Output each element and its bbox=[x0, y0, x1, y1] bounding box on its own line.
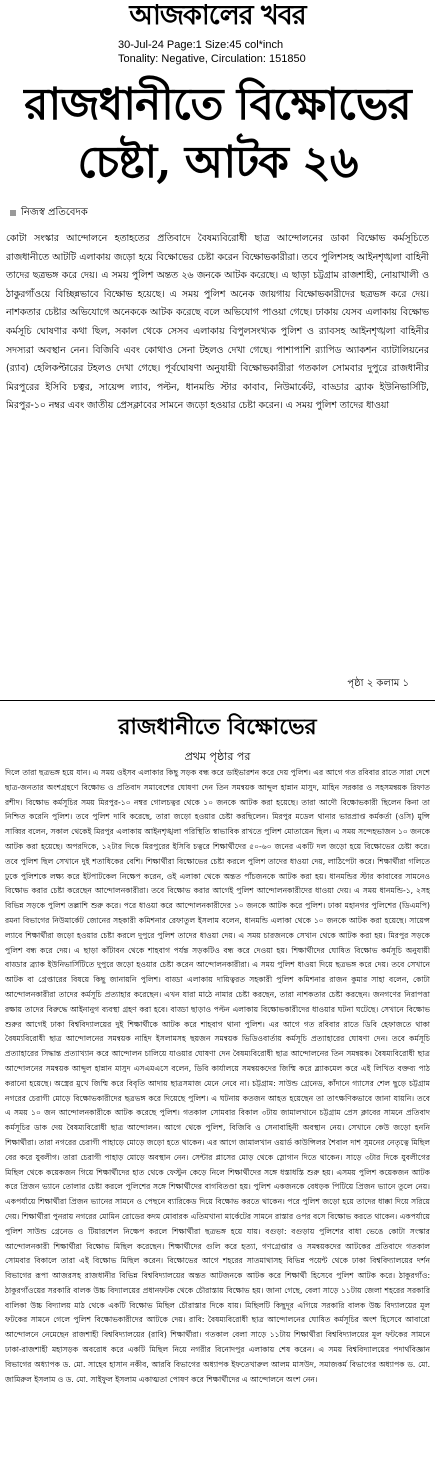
story-body-continuation bbox=[5, 766, 430, 1458]
byline-square-icon bbox=[10, 210, 16, 216]
section-divider bbox=[0, 700, 435, 701]
headline-line-1: রাজধানীতে বিক্ষোভের bbox=[24, 79, 411, 130]
headline bbox=[0, 76, 435, 192]
jump-reference: পৃষ্ঠা ২ কলাম ১ bbox=[343, 676, 409, 693]
continuation-subhead: প্রথম পৃষ্ঠার পর bbox=[184, 750, 251, 763]
continuation-paragraph: দিলে তারা ছত্রভঙ্গ হয়ে যান। এ সময় ওইসব এলাকার কিছু সড়ক বন্ধ করে ডাইভারশন করে দেয় পুলিশ। এর আগে গত রবিবার রাতে সারা দেশে ছাত্র-জনতার অংশগ্রহণে বিক্ষোভ ও প্রতিবাদ সমাবেশের ঘোষণা দেন তিন সমন্বয়ক আব্দুল হান্নান মাসুদ, মাহিন সরকার ও সহসমন্বয়ক রিফাত রশীদ। বিক্ষোভ কর্মসূচির সময় মিরপুর-১০ নম্বর গোলচত্বর থেকে ১০ জনকে আটক করা হয়েছে। তারা আদৌ বিক্ষোভকারী ছিলেন কিনা তা নিশ্চিত করেনি পুলিশ। তবে পুলিশ দাবি করেছে, তারা জড়ো হওয়ার চেষ্টা করছিলেন। মিরপুর মডেল থানার ভারপ্রাপ্ত কর্মকর্তা (ওসি) মুন্সি সাব্বির বলেন, সকাল থেকেই মিরপুর এলাকায় আইনশৃঙ্খলা পরিস্থিতি স্বাভাবিক রাখতে পুলিশ মোতায়েন ছিল। এ সময় সন্দেহভাজন ১০ জনকে আটক করা হয়েছে। অপরদিকে, ১২টার দিকে মিরপুরের ইসিবি চত্বরে শিক্ষার্থীদের ৫০-৬০ জনের একটি দল জড়ো হয়ে বিক্ষোভের চেষ্টা করে। তবে পুলিশ ছিল সেখানে দুই শতাধিকের বেশি। শিক্ষার্থীরা বিক্ষোভের চেষ্টা করলে পুলিশ তাদের ধাওয়া দেয়, লাঠিপেটা করে। শিক্ষার্থীরা গলিতে ঢুকে পুলিশকে লক্ষ্য করে ইটপাটকেল নিক্ষেপ করেন, ওই এলাকা থেকে অন্তত পাঁচজনকে আটক করা হয়। ধানমন্ডির স্টার কাবাবের সামনেও বিক্ষোভ করার চেষ্টা করেছেন আন্দোলনকারীরা। তবে বিক্ষোভ করার আগেই পুলিশ আন্দোলনকারীদের ধাওয়া দেয়। এ সময় ধানমন্ডি-১, ২সহ বিভিন্ন সড়কে পুলিশ তল্লাশি শুরু করে। পরে ধাওয়া করে আন্দোলনকারীদের ১০ জনকে আটক করে পুলিশ। ঢাকা মহানগর পুলিশের (ডিএমপি) রমনা বিভাগের নিউমার্কেট জোনের সহকারী কমিশনার রেফাতুল ইসলাম বলেন, ধানমন্ডি এলাকা থেকে ১০ জনকে আটক করা হয়েছে। সায়েন্স ল্যাবে শিক্ষার্থীরা জড়ো হওয়ার চেষ্টা করলে দুপুরে পুলিশ তাদের ধাওয়া দেয়। এ সময় চারজনকে সেখান থেকে আটক করা হয়। মিরপুর সড়কে পুলিশ বন্ধ করে দেয়। এ ছাড়া কাঁটাবন থেকে শাহবাগ পর্যন্ত সড়কটিও বন্ধ করে দেওয়া হয়। শিক্ষার্থীদের ঘোষিত বিক্ষোভ কর্মসূচি অনুযায়ী বাড্ডার ব্র্যাক ইউনিভার্সিটিতে দুপুরে জড়ো হওয়ার চেষ্টা করেন আন্দোলনকারীরা। এ সময় পুলিশ ধাওয়া দিয়ে ছত্রভঙ্গ করে দেয়। তবে সেখানে আটক বা গ্রেপ্তারের বিষয়ে কিছু জানায়নি পুলিশ। বাড্ডা এলাকায় দায়িত্বরত সহকারী পুলিশ কমিশনার রাজন কুমার সাহা বলেন, কোটা আন্দোলনকারীরা তাদের কর্মসূচি প্রত্যাহার করেছেন। এখন যারা মাঠে নামার চেষ্টা করছেন, তারা নাশকতার চেষ্টা করছেন। জনগণের নিরাপত্তা রক্ষায় তাদের বিরুদ্ধে আইনানুগ ব্যবস্থা গ্রহণ করা হবে। বাড্ডা ছাড়াও পল্টন এলাকায় বিক্ষোভকারীদের ধাওয়ার ঘটনা ঘটেছে। সেখানে বিক্ষোভ শুরুর আগেই ঢাকা বিশ্ববিদ্যালয়ের দুই শিক্ষার্থীকে আটক করে শাহবাগ থানা পুলিশ। এর আগে গত রবিবার রাতে ডিবি হেফাজতে থাকা বৈষম্যবিরোধী ছাত্র আন্দোলনের সমন্বয়ক নাহিদ ইসলামসহ ছয়জন সমন্বয়ক ভিডিওবার্তায় কর্মসূচি প্রত্যাহারের ঘোষণা দেন। তবে কর্মসূচি প্রত্যাহারের সিদ্ধান্ত প্রত্যাখ্যান করে আন্দোলন চালিয়ে যাওয়ার ঘোষণা দেন বৈষম্যবিরোধী ছাত্র আন্দোলনের তিন সমন্বয়ক। বৈষম্যবিরোধী ছাত্র আন্দোলনের সমন্বয়ক আব্দুল হান্নান মাসুদ এসএমএসে বলেন, ডিবি কার্যালয়ে সমন্বয়কদের জিম্মি করে ব্ল্যাকমেল করে এই লিখিত বক্তব্য পাঠ করানো হয়েছে। অস্ত্রের মুখে জিম্মি করে বিবৃতি আদায় ছাত্রসমাজ মেনে নেবে না। চট্টগ্রাম: সাউন্ড গ্রেনেড, কাঁদানে গ্যাসের শেল ছুড়ে চট্টগ্রাম নগরের চেরাগী মোড়ে বিক্ষোভকারীদের ছত্রভঙ্গ করে দিয়েছে পুলিশ। এ ঘটনায় কতজন আহত হয়েছেন তা তাৎক্ষণিকভাবে জানা যায়নি। তবে এ সময় ১০ জন আন্দোলনকারীকে আটক করেছে পুলিশ। গতকাল সোমবার বিকাল ৩টায় জামালখানে চট্টগ্রাম প্রেস ক্লাবের সামনে প্রতিবাদ কর্মসূচির ডাক দেয় বৈষম্যবিরোধী ছাত্র আন্দোলন। আগে থেকে পুলিশ, বিজিবি ও সেনাবাহিনী অবস্থান নেয়। সেখানে কেউ জড়ো হননি শিক্ষার্থীরা। তারা নগরের চেরাগী পাহাড়ে মোড়ে জড়ো হতে থাকেন। এর আগে জামালখান ওয়ার্ড কাউন্সিলর শৈবাল দাশ সুমনের নেতৃত্বে মিছিল বের করে যুবলীগ। তারা চেরাগী পাহাড় মোড়ে অবস্থান নেন। সেন্টার প্লাসের মোড় থেকে স্লোগান দিতে থাকেন। সাড়ে ৩টার দিকে যুবলীগের মিছিল থেকে কয়েকজন গিয়ে শিক্ষার্থীদের হাত থেকে ফেস্টুন কেড়ে নিলে শিক্ষার্থীদের সঙ্গে ধস্তাধস্তি শুরু হয়। এসময় পুলিশ কয়েকজন আটক করে প্রিজন ভ্যানে তোলার চেষ্টা করলে পুলিশের সঙ্গে শিক্ষার্থীদের বাগবিতণ্ডা হয়। পুলিশ একজনকে বেধড়ক পিটিয়ে প্রিজন ভ্যানে তুলে নেয়। একপর্যায়ে শিক্ষার্থীরা প্রিজন ভ্যানের সামনে ও পেছনে ব্যারিকেড দিয়ে বিক্ষোভ করতে থাকেন। পরে পুলিশ জড়ো হয়ে তাদের ধাক্কা দিয়ে সরিয়ে দেয়। শিক্ষার্থীরা পুনরায় নগরের মোমিন রোডের কদম মোবারক এতিমখানা মার্কেটের সামনে রাস্তার ওপর বসে বিক্ষোভ করতে থাকেন। একপর্যায়ে পুলিশ সাউন্ড গ্রেনেড ও টিয়ারশেল নিক্ষেপ করলে শিক্ষার্থীরা ছত্রভঙ্গ হয়ে যায়। বগুড়া: বগুড়ায় পুলিশের বাধা ভেঙে কোটা সংস্কার আন্দোলনকারী শিক্ষার্থীরা বিক্ষোভ মিছিল করেছেন। শিক্ষার্থীদের গুলি করে হত্যা, গণগ্রেপ্তার ও সমন্বয়কদের আটকের প্রতিবাদে গতকাল সোমবার বিকালে তারা এই বিক্ষোভ মিছিল করেন। বিক্ষোভের আগে শহরের সাতমাথাসহ বিভিন্ন পয়েন্ট থেকে ঢাকা বিশ্ববিদ্যালয়ের দর্শন বিভাগের রূপা আজরসহ রাজধানীর বিভিন্ন বিশ্ববিদ্যালয়ের অন্তত আটজনকে আটক করে শিক্ষার্থী হিসেবে পুলিশ আটক করে। ঠাকুরগাঁও: ঠাকুরগাঁওয়ের সরকারি বালক উচ্চ বিদ্যালয়ের প্রধানফটক থেকে চৌরাস্তায় বিক্ষোভ হয়। জানা গেছে, বেলা সাড়ে ১১টায় জেলা শহরের সরকারি বালিকা উচ্চ বিদ্যালয় মাঠ থেকে একটি বিক্ষোভ মিছিল চৌরাস্তার দিকে যায়। মিছিলটি কিছুদূর এগিয়ে সরকারি বালক উচ্চ বিদ্যালয়ের মূল ফটকের সামনে গেলে পুলিশ বিক্ষোভকারীদের আটকে দেয়। রাবি: বৈষম্যবিরোধী ছাত্র আন্দোলনের ঘোষিত কর্মসূচির অংশ হিসেবে আবারো আন্দোলনে নেমেছেন রাজশাহী বিশ্ববিদ্যালয়ের (রাবি) শিক্ষার্থীরা। গতকাল বেলা সাড়ে ১১টায় শিক্ষার্থীরা বিশ্ববিদ্যালয়ের মূল ফটকের সামনে ঢাকা-রাজশাহী মহাসড়ক অবরোধ করে একটি মিছিল নিয়ে নগরীর বিনোদপুর এলাকায় শেষ করেন। এ সময় বিশ্ববিদ্যালয়ের পদার্থবিজ্ঞান বিভাগের অধ্যাপক ড. মো. সাহেব হাসান নকীব, আরবি বিভাগের অধ্যাপক ইফতেখারুল আলম মাসউদ, সমাজকর্ম বিভাগের অধ্যাপক ড. মো. জামিরুল ইসলাম ও ড. মো. সাইফুল ইসলাম একাত্মতা পোষণ করে শিক্ষার্থীদের এ আন্দোলনে অংশ নেন। bbox=[5, 768, 430, 1384]
continuation-headline: রাজধানীতে বিক্ষোভের bbox=[118, 714, 317, 740]
byline bbox=[10, 206, 435, 220]
meta-date-size: 30-Jul-24 Page:1 Size:45 col*inch bbox=[118, 39, 284, 51]
masthead: আজকালের খবর bbox=[129, 0, 306, 31]
story-paragraph: কোটা সংস্কার আন্দোলনে হতাহতের প্রতিবাদে বৈষম্যবিরোধী ছাত্র আন্দোলনের ডাকা বিক্ষোভ কর্মসূচিতে রাজধানীতে আটটি এলাকায় জড়ো হয়ে বিক্ষোভের চেষ্টা করেন বিক্ষোভকারীরা। তবে পুলিশসহ আইনশৃঙ্খলা বাহিনী তাদের ছত্রভঙ্গ করে দেয়। এ সময় পুলিশ অন্তত ২৬ জনকে আটক করেছে। এ ছাড়া চট্টগ্রাম রাজশাহী, নোয়াখালী ও ঠাকুরগাঁওয়ে বিচ্ছিন্নভাবে বিক্ষোভ হয়েছে। এ সময় পুলিশ অনেক জায়গায় বিক্ষোভকারীদের ছত্রভঙ্গ করে দেয়। নাশকতার চেষ্টার অভিযোগে অনেককে আটক করেছে বলে অভিযোগ পাওয়া গেছে। ঢাকায় যেসব এলাকায় বিক্ষোভ কর্মসূচি ঘোষণার কথা ছিল, সকাল থেকে সেসব এলাকায় বিপুলসংখ্যক পুলিশ ও র‍্যাবসহ আইনশৃঙ্খলা বাহিনীর সদস্যরা অবস্থান নেন। বিজিবি এবং কোথাও সেনা টহলও দেখা গেছে। পাশাপাশি র‍্যাপিড অ্যাকশন ব্যাটালিয়নের (র‍্যাব) হেলিকপ্টারের টহলও দেখা গেছে। পূর্বঘোষণা অনুযায়ী বিক্ষোভকারীরা গতকাল সোমবার দুপুরে রাজধানীর মিরপুরের ইসিবি চত্বর, সায়েন্স ল্যাব, পল্টন, ধানমন্ডি স্টার কাবাব, নিউমার্কেট, বাড্ডার ব্র্যাক ইউনিভার্সিটি, মিরপুর-১০ নম্বর এবং জাতীয় প্রেসক্লাবের সামনে জড়ো হওয়ার চেষ্টা করেন। এ সময় পুলিশ তাদের ধাওয়া bbox=[6, 233, 429, 412]
clipping-meta bbox=[0, 38, 435, 66]
story-body-page1 bbox=[6, 230, 429, 660]
meta-tonality-circulation: Tonality: Negative, Circulation: 151850 bbox=[118, 53, 306, 65]
headline-line-2: চেষ্টা, আটক ২৬ bbox=[77, 137, 358, 188]
byline-text: নিজস্ব প্রতিবেদক bbox=[21, 206, 88, 218]
